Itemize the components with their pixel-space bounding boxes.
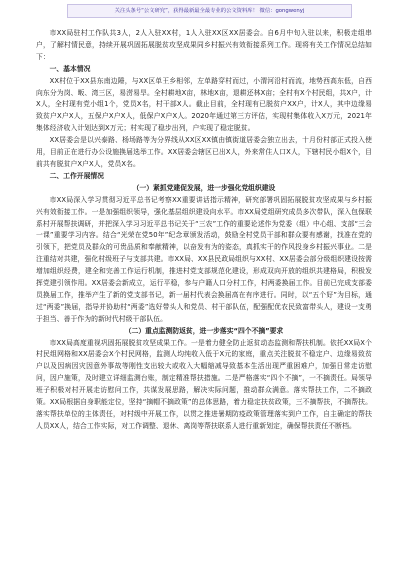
heading-party-building: （一）紧抓党建促发展，进一步强化党组织建设 (132, 183, 276, 192)
document-page (36, 28, 372, 433)
heading-work-progress: 二、工作开展情况 (49, 171, 104, 180)
party-building-paragraph: 市XX局深入学习贯彻习近平总书记考察XX重要讲话指示精神，研究部署巩固拓展脱贫攻坚成果与乡村振兴有效衔接工作。一是加强组织领导，强化基层组织建设向水平。市XX局党组研究成员多次带队，深入包保联系村开展帮扶调研，并把深入学习习近平总书记关于“三农”工作的重要论述作为党委（组）中心组、支部“三会一课”重要学习内容。结合“光荣在党50年”纪念章颁发活动，鼓励全村党员干部和群众要有感谢，找准在党的引领下，把党员及群众的可贵品质和奉献精神，以奋发有为的姿态，真抓实干的作风投身乡村振兴事业。二是注重结对共建，强化村级班子与支部共建。市XX局、XX县民政局组织与XX村、XX居委会部分级组织建设按需增加组织经费，建全和完善工作运行机制，推进村党支部规范化建设，形成双向开放的组织共建格局，积极发挥党建引领作用。XX居委会新成立，运行平稳，参与户籍人口分村工作，村两委换届工作。目前已完成支部委员换届工作，推举产生了新的党支部书记，新一届村代表会换届高在有序进行。同时，以“五个好”为目标，通过“两委”换届，指导并协助村“两委”选好带头人和党员、村干部队伍，配强配优农民致富带头人，建设一支勇于担当、善于作为的新时代村级干部队伍。 (36, 195, 372, 323)
village-description-paragraph: XX村位于XX县东南边陲，与XX区单王乡相邻，左单路穿村而过，小渭河沿村而流，地势西高东低，自西向东分为岗、畈、湾三区，易涝易旱。全村耕地X亩，林地X亩，退耕还林X亩；全村有X个村民组，共X户，计X人，全村现有党小组1个，党员X名，村干部X人。截止目前，全村现有已脱贫户XX户，计X人，其中边缘易致贫户X户X人，五保户X户X人，低保户X户X人。2020年通过第三方评估，实现村集体收入X万元，2021年集体经济收入计划达到X万元；村实现了稳步出列，户实现了稳定脱贫。 (36, 76, 372, 133)
heading-basic-info: 一、基本情况 (49, 64, 91, 73)
promo-banner[interactable]: 关注头条号“公文研究”，获得最新最全最专业的公文资料库！ 微信：gongwenyj (67, 4, 352, 18)
heading-poverty-monitoring: （二）重点监测防返贫，进一步落实“四个不摘”要求 (124, 326, 284, 335)
poverty-monitoring-paragraph: 市XX局高度重视巩固拓展脱贫攻坚成果工作。一是着力健全防止返贫动态监测和帮扶机制。依托XX局X个村民组网格和XX居委会X个村民网格，监测人均纯收入低于X元的家庭，重点关注脱贫不稳定户、边缘易致贫户以及因病因灾因意外事故等刚性支出较大或收入大幅缩减导致基本生活出现严重困难户，加强日常走访慰问，因户施策，及时建立详细监测台账，制定精准帮扶措施。二是严格落实“四个不摘”，一不摘责任。局领导班子积极对村开展走访慰问工作，共谋发展思路，解决实际问题，推动群众满意。落实帮扶工作，二不摘政策。XX局根据自身职能定位，坚持“摘帽不摘政策”的总体思路，着力稳定扶贫政策，三不摘帮扶，不摘帮扶。落实帮扶单位的主体责任，对村级中开展工作，以贯之推进暑期防疫政策管理落实到户工作，自主确定的帮扶人员XX人，结合工作实际，对工作调整、退休、离岗等帮扶联系人进行重新划定，确保帮扶责任不断档。 (36, 338, 372, 430)
intro-paragraph: 市XX局驻村工作队共3人，2人入驻XX村，1人入驻XX区XX居委会。自6月中旬入驻以来，积极走组串户，了解村情民意，持续开展巩固拓展脱贫攻坚成果同乡村振兴有效衔接系列工作。现将有关工作情况总结如下： (36, 29, 372, 61)
residents-committee-paragraph: XX居委会是以兴泰路、杨场路等为分界线从XX区XX镇由镇街道居委会独立出去，十月份村部正式投入使用，目前正在进行办公设施换届选举工作。XX居委会辖区已出X人，外来常住人口X人，下辖村民小组X个，目前共有脱贫户X户X人，党员X名。 (36, 136, 372, 168)
